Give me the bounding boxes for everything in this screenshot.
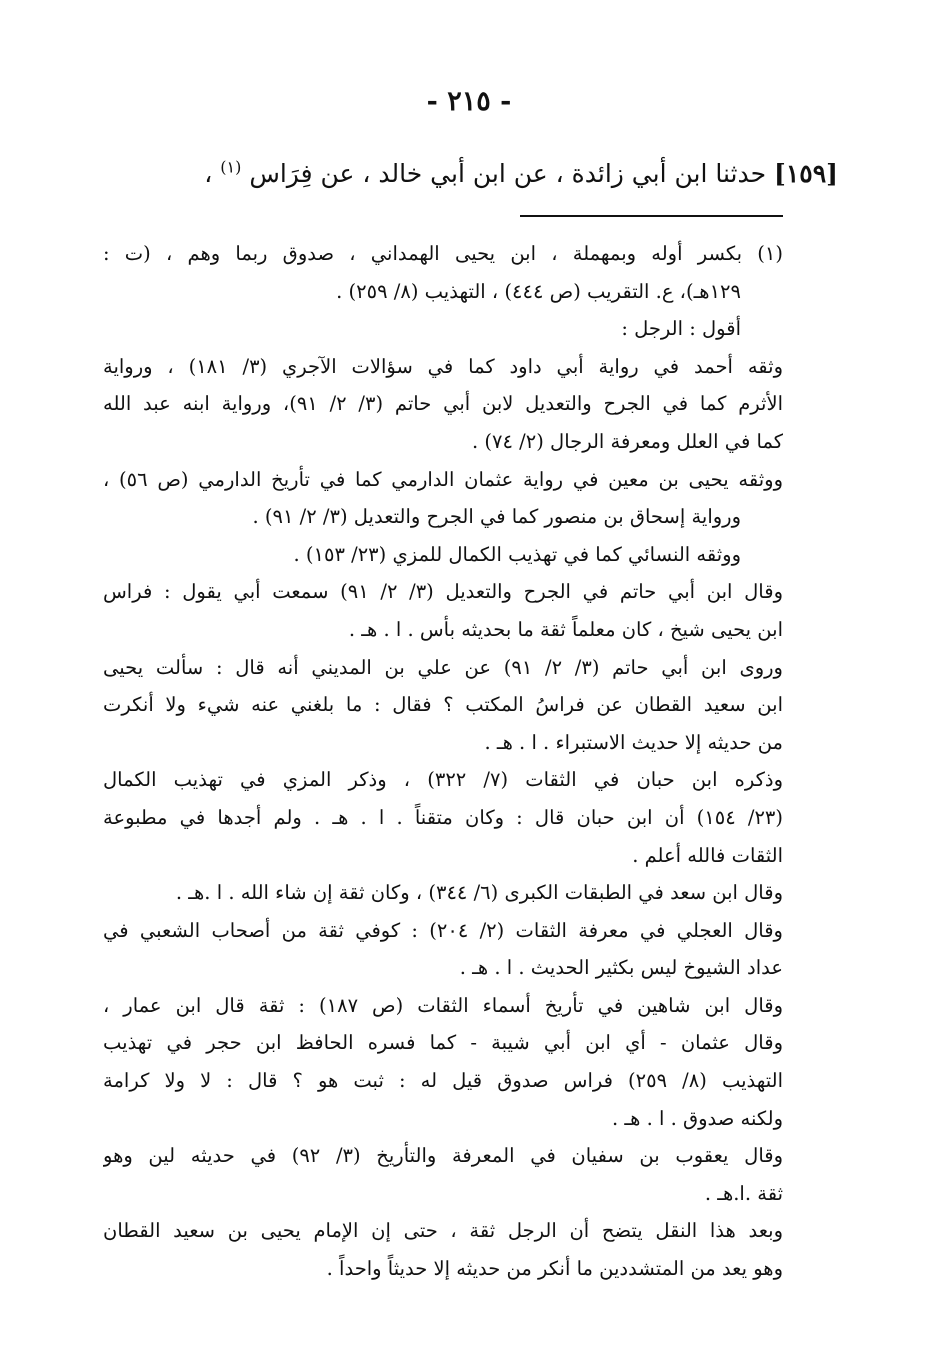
footnote-line: ابن سعيد القطان عن فراسُ المكتب ؟ فقال : ما بلغني عنه شيء ولا أنكرت (103, 693, 783, 717)
footnote-line: الثقات فالله أعلم . (632, 843, 783, 867)
hadith-trailing: ، (204, 159, 213, 188)
footnote-line: وهو يعد من المتشددين ما أنكر من حديثه إلا حديثاً واحداً . (326, 1257, 783, 1281)
footnote-line: ثقة .ا.هـ . (704, 1181, 783, 1205)
footnote-line: التهذيب (٨/ ٢٥٩) فراس صدوق قيل له : ثبت هو ؟ قال : لا ولا كرامة (103, 1069, 783, 1093)
footnote-line: ابن يحيى شيخ ، كان معلماً ثقة ما بحديثه بأس . ا . هـ . (348, 617, 783, 641)
footnotes (103, 235, 783, 1288)
footnote-line: وروى ابن أبي حاتم (٣/ ٢/ ٩١) عن علي بن المديني أنه قال : سألت يحيى (103, 655, 783, 679)
hadith-text (98, 154, 838, 194)
footnote-line: وقال ابن سعد في الطبقات الكبرى (٦/ ٣٤٤) ، وكان ثقة إن شاء الله . ا .هـ . (175, 881, 783, 905)
footnote-line: عداد الشيوخ ليس بكثير الحديث . ا . هـ . (459, 956, 783, 980)
footnote-line: وثقه أحمد في رواية أبي داود كما في سؤالات الآجري (٣/ ١٨١) ، ورواية (103, 354, 783, 378)
footnote-line: وذكره ابن حبان في الثقات (٧/ ٣٢٢) ، وذكر المزي في تهذيب الكمال (103, 768, 783, 792)
footnote-line: (١) بكسر أوله وبمهملة ، ابن يحيى الهمداني ، صدوق ربما وهم ، (ت : (103, 242, 783, 265)
footnote-line: وقال ابن أبي حاتم في الجرح والتعديل (٣/ ٢/ ٩١) سمعت أبي يقول : فراس (103, 580, 783, 604)
footnote-line: ولكنه صدوق . ا . هـ . (611, 1106, 783, 1130)
footnote-line: ووثقه يحيى بن معين في رواية عثمان الدارمي كما في تأريخ الدارمي (ص ٥٦) ، (103, 467, 783, 491)
footnote-line: من حديثه إلا حديث الاستبراء . ا . هـ . (484, 730, 783, 754)
footnote-line: وقال ابن شاهين في تأريخ أسماء الثقات (ص ١٨٧) : ثقة قال ابن عمار ، (103, 993, 783, 1017)
footnote-line: وقال عثمان - أي ابن أبي شيبة - كما فسره الحافظ ابن حجر في تهذيب (103, 1031, 783, 1055)
page-number: - ٢١٥ - (426, 86, 512, 117)
footnote-line: وبعد هذا النقل يتضح أن الرجل ثقة ، حتى إن الإمام يحيى بن سعيد القطان (103, 1219, 783, 1243)
footnote-ref: (١) (220, 157, 242, 177)
footnote-line: ورواية إسحاق بن منصور كما في الجرح والتعديل (٣/ ٢/ ٩١) . (252, 505, 741, 529)
footnote-line: (٢٣/ ١٥٤) أن ابن حبان قال : وكان متقناً . ا . هـ . ولم أجدها في مطبوعة (103, 805, 783, 829)
footnote-line: ١٢٩هـ)، ع. التقريب (ص ٤٤٤) ، التهذيب (٨/ ٢٥٩) . (336, 279, 741, 303)
footnote-line: كما في العلل ومعرفة الرجال (٢/ ٧٤) . (472, 429, 783, 453)
footnote-line: الأثرم كما في الجرح والتعديل لابن أبي حاتم (٣/ ٢/ ٩١)، ورواية ابنه عبد الله (103, 392, 783, 416)
hadith-body: حدثنا ابن أبي زائدة ، عن ابن أبي خالد ، عن فِرَاس (249, 159, 767, 188)
footnote-separator (520, 215, 783, 217)
footnote-line: ووثقه النسائي كما في تهذيب الكمال للمزي (٢٣/ ١٥٣) . (293, 542, 741, 566)
footnote-line: أقول : الرجل : (621, 317, 741, 341)
footnote-line: وقال يعقوب بن سفيان في المعرفة والتأريخ (٣/ ٩٢) في حديثه لين وهو (103, 1144, 783, 1168)
hadith-number: [١٥٩] (774, 159, 838, 188)
footnote-line: وقال العجلي في معرفة الثقات (٢/ ٢٠٤) : كوفي ثقة من أصحاب الشعبي في (103, 918, 783, 942)
